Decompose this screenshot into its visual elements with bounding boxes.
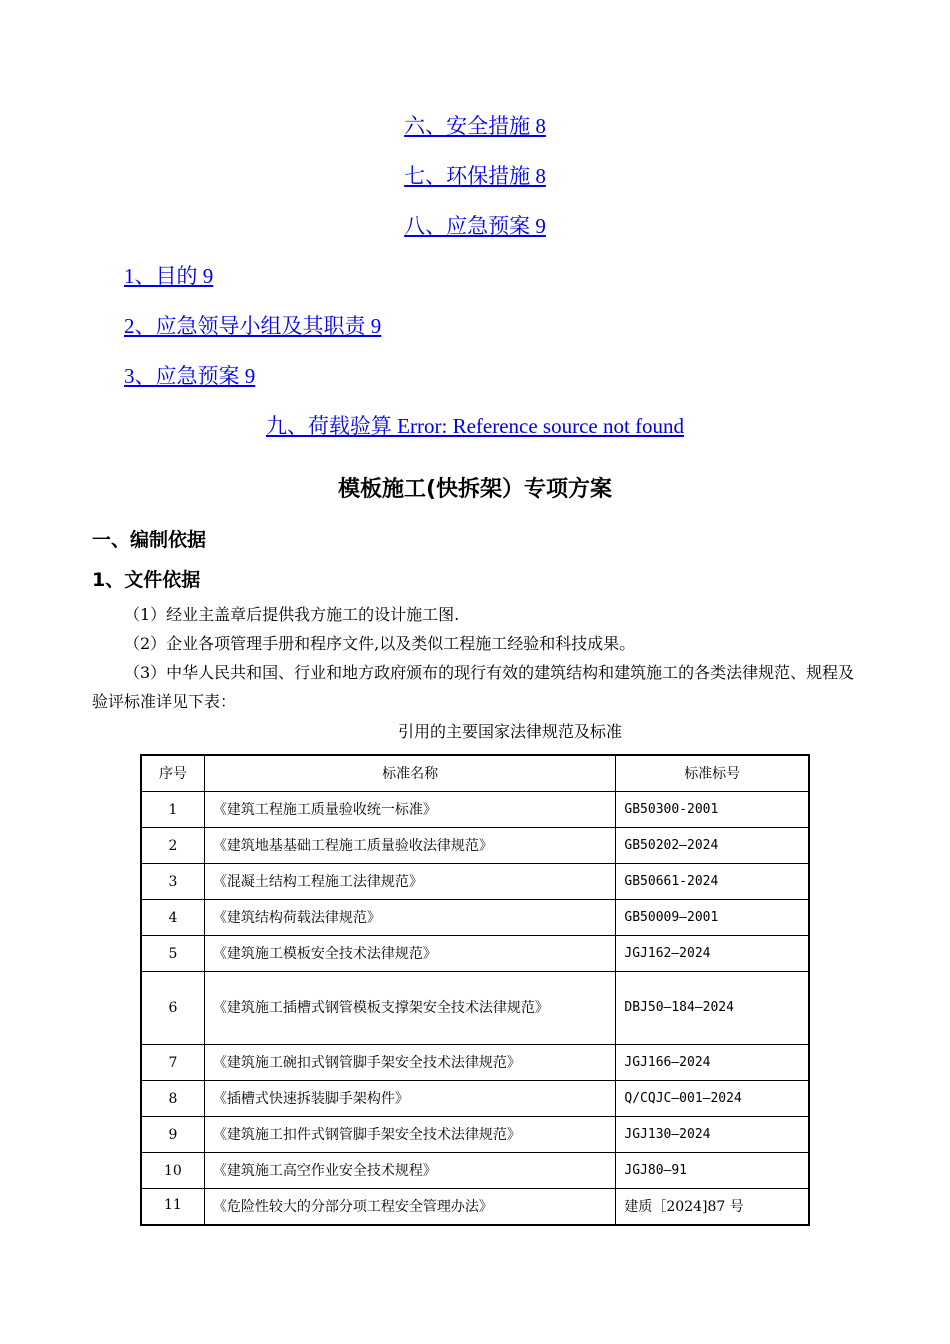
row-standard-code: GB50202—2024 [616,828,809,864]
standards-table [140,754,810,1226]
toc-link-safety-measures[interactable]: 六、安全措施 8 [404,114,546,138]
table-row [141,864,809,900]
subsection-heading-documents: 1、文件依据 [92,569,201,591]
toc-link-emergency-plan[interactable]: 八、应急预案 9 [404,214,546,238]
row-number: 6 [141,972,204,1045]
row-number: 10 [141,1153,204,1189]
row-standard-name: 《混凝土结构工程施工法律规范》 [204,864,616,900]
header-number: 序号 [141,755,204,792]
row-standard-name: 《危险性较大的分部分项工程安全管理办法》 [204,1189,616,1226]
row-standard-code: 建质［2024]87 号 [616,1189,809,1226]
row-standard-name: 《建筑结构荷载法律规范》 [204,900,616,936]
table-caption: 引用的主要国家法律规范及标准 [397,722,622,741]
toc-link-environmental-measures[interactable]: 七、环保措施 8 [404,164,546,188]
row-standard-code: Q/CQJC—001—2024 [616,1081,809,1117]
document-title: 模板施工(快拆架）专项方案 [337,477,613,502]
table-row [141,1045,809,1081]
row-standard-code: JGJ130—2024 [616,1117,809,1153]
row-standard-code: JGJ80—91 [616,1153,809,1189]
row-standard-name: 《建筑施工扣件式钢管脚手架安全技术法律规范》 [204,1117,616,1153]
toc-link-emergency-leadership[interactable]: 2、应急领导小组及其职责 9 [124,314,382,338]
table-row [141,900,809,936]
table-header-row [141,755,809,792]
row-standard-name: 《建筑施工高空作业安全技术规程》 [204,1153,616,1189]
paragraph-2: （2）企业各项管理手册和程序文件,以及类似工程施工经验和科技成果。 [124,634,636,653]
table-row [141,972,809,1045]
row-number: 7 [141,1045,204,1081]
row-standard-name: 《建筑地基基础工程施工质量验收法律规范》 [204,828,616,864]
toc-link-emergency-plan-sub[interactable]: 3、应急预案 9 [124,364,256,388]
paragraph-1: （1）经业主盖章后提供我方施工的设计施工图. [124,605,460,624]
section-heading-basis: 一、编制依据 [92,529,207,551]
table-row [141,1117,809,1153]
table-row [141,936,809,972]
row-number: 3 [141,864,204,900]
header-standard-name: 标准名称 [204,755,616,792]
row-number: 11 [141,1189,204,1226]
row-number: 4 [141,900,204,936]
row-number: 8 [141,1081,204,1117]
toc-link-purpose[interactable]: 1、目的 9 [124,264,214,288]
row-standard-code: GB50661-2024 [616,864,809,900]
header-standard-code: 标准标号 [616,755,809,792]
row-standard-code: JGJ166—2024 [616,1045,809,1081]
row-standard-name: 《建筑工程施工质量验收统一标准》 [204,792,616,828]
row-number: 9 [141,1117,204,1153]
row-standard-name: 《建筑施工模板安全技术法律规范》 [204,936,616,972]
row-standard-name: 《建筑施工插槽式钢管模板支撑架安全技术法律规范》 [204,972,616,1045]
row-standard-code: JGJ162—2024 [616,936,809,972]
row-standard-name: 《建筑施工碗扣式钢管脚手架安全技术法律规范》 [204,1045,616,1081]
row-standard-code: DBJ50—184—2024 [616,972,809,1045]
row-number: 5 [141,936,204,972]
row-number: 1 [141,792,204,828]
table-row [141,1189,809,1226]
table-row [141,792,809,828]
toc-link-load-calculation[interactable]: 九、荷载验算 Error: Reference source not found [265,414,685,438]
table-row [141,828,809,864]
table-row [141,1153,809,1189]
row-standard-name: 《插槽式快速拆装脚手架构件》 [204,1081,616,1117]
table-row [141,1081,809,1117]
paragraph-3: （3）中华人民共和国、行业和地方政府颁布的现行有效的建筑结构和建筑施工的各类法律规范、规程及验评标准详见下表： [92,663,855,711]
row-number: 2 [141,828,204,864]
row-standard-code: GB50300-2001 [616,792,809,828]
row-standard-code: GB50009—2001 [616,900,809,936]
